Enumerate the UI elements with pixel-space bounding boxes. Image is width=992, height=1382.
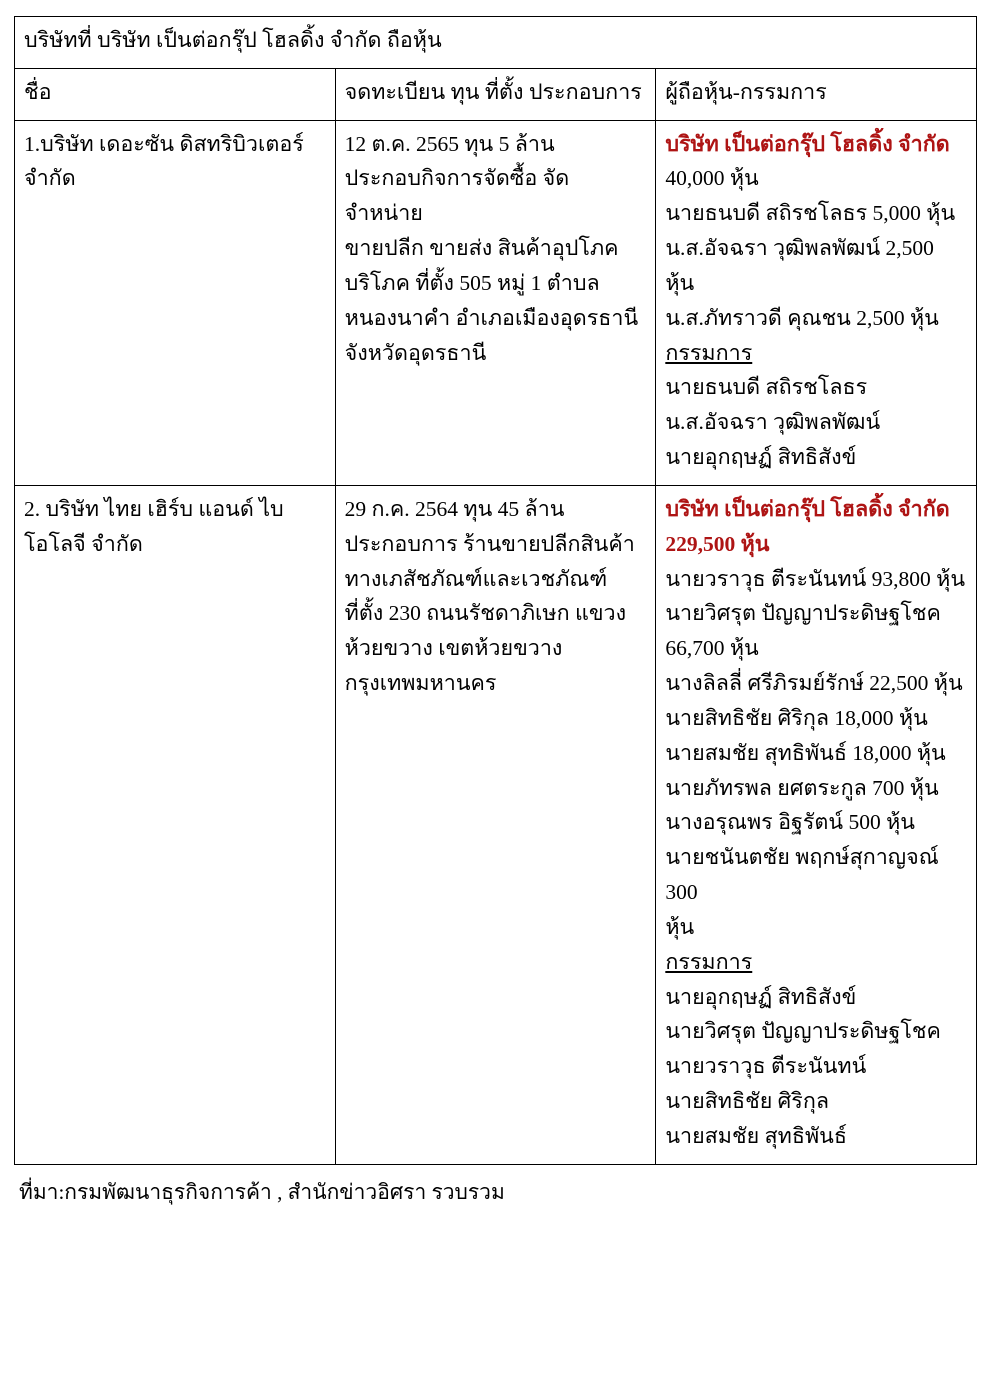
registration-line: ขายปลีก ขายส่ง สินค้าอุปโภค xyxy=(344,236,619,261)
director-entry: นายวิศรุต ปัญญาประดิษฐโชค xyxy=(665,1019,941,1044)
cell-holders xyxy=(656,485,977,1164)
shareholder-entry: นายวิศรุต ปัญญาประดิษฐโชค xyxy=(665,601,941,626)
column-header-registration: จดทะเบียน ทุน ที่ตั้ง ประกอบการ xyxy=(335,68,656,120)
company-name-line: จำกัด xyxy=(24,166,76,191)
director-entry: นายอุกฤษฏ์ สิทธิสังข์ xyxy=(665,984,857,1009)
company-name-line: 1.บริษัท เดอะซัน ดิสทริบิวเตอร์ xyxy=(24,131,304,156)
column-header-name: ชื่อ xyxy=(15,68,336,120)
shareholder-entry: นายวราวุธ ตีระนันทน์ 93,800 หุ้น xyxy=(665,566,966,591)
cell-registration xyxy=(335,120,656,485)
registration-line: ที่ตั้ง 230 ถนนรัชดาภิเษก แขวง xyxy=(344,601,627,626)
shareholder-entry: นายธนบดี สถิรชโลธร 5,000 หุ้น xyxy=(665,201,956,226)
cell-registration xyxy=(335,485,656,1164)
shareholder-entry: หุ้น xyxy=(665,914,695,939)
cell-company-name xyxy=(15,120,336,485)
shareholder-entry: น.ส.ภัทราวดี คุณชน 2,500 หุ้น xyxy=(665,305,939,330)
source-note: ที่มา:กรมพัฒนาธุรกิจการค้า , สำนักข่าวอิศรา รวบรวม xyxy=(19,1179,505,1204)
holder-company-name: บริษัท เป็นต่อกรุ๊ป โฮลดิ้ง จำกัด xyxy=(665,496,950,521)
registration-line: 29 ก.ค. 2564 ทุน 45 ล้าน xyxy=(344,496,565,521)
shareholder-entry: 66,700 หุ้น xyxy=(665,636,759,661)
table-row xyxy=(15,485,977,1164)
director-entry: นายสิทธิชัย ศิริกุล xyxy=(665,1089,830,1114)
registration-line: จังหวัดอุดรธานี xyxy=(344,340,487,365)
table-title-row xyxy=(15,17,977,69)
registration-line: ประกอบการ ร้านขายปลีกสินค้า xyxy=(344,531,635,556)
registration-line: กรุงเทพมหานคร xyxy=(344,671,497,696)
registration-line: บริโภค ที่ตั้ง 505 หมู่ 1 ตำบล xyxy=(344,270,600,295)
registration-line: ประกอบกิจการจัดซื้อ จัดจำหน่าย xyxy=(344,166,570,226)
directors-heading: กรรมการ xyxy=(665,949,753,974)
director-entry: น.ส.อัจฉรา วุฒิพลพัฒน์ xyxy=(665,410,881,435)
shareholder-entry: นายสมชัย สุทธิพันธ์ 18,000 หุ้น xyxy=(665,740,946,765)
shareholder-entry: นายชนันตชัย พฤกษ์สุกาญจณ์ 300 xyxy=(665,845,939,905)
company-shareholding-table xyxy=(14,16,977,1165)
shareholder-entry: นางลิลลี่ ศรีภิรมย์รักษ์ 22,500 หุ้น xyxy=(665,671,963,696)
director-entry: นายธนบดี สถิรชโลธร xyxy=(665,375,868,400)
registration-line: 12 ต.ค. 2565 ทุน 5 ล้าน xyxy=(344,131,555,156)
directors-heading: กรรมการ xyxy=(665,340,753,365)
holder-company-shares: 229,500 หุ้น xyxy=(665,531,770,556)
cell-holders xyxy=(656,120,977,485)
table-row xyxy=(15,120,977,485)
shareholder-entry: นางอรุณพร อิฐรัตน์ 500 หุ้น xyxy=(665,810,915,835)
registration-line: ทางเภสัชภัณฑ์และเวชภัณฑ์ xyxy=(344,566,608,591)
column-header-holders: ผู้ถือหุ้น-กรรมการ xyxy=(656,68,977,120)
holder-company-shares: 40,000 หุ้น xyxy=(665,166,759,191)
company-name-line: 2. บริษัท ไทย เฮิร์บ แอนด์ ไบ xyxy=(24,496,284,521)
registration-line: หนองนาคำ อำเภอเมืองอุดรธานี xyxy=(344,305,639,330)
company-name-line: โอโลจี จำกัด xyxy=(24,531,143,556)
shareholder-entry: น.ส.อัจฉรา วุฒิพลพัฒน์ 2,500 หุ้น xyxy=(665,236,934,295)
director-entry: นายสมชัย สุทธิพันธ์ xyxy=(665,1123,847,1148)
shareholder-entry: นายสิทธิชัย ศิริกุล 18,000 หุ้น xyxy=(665,705,928,730)
holder-company-name: บริษัท เป็นต่อกรุ๊ป โฮลดิ้ง จำกัด xyxy=(665,131,950,156)
registration-line: ห้วยขวาง เขตห้วยขวาง xyxy=(344,636,563,661)
shareholder-entry: นายภัทรพล ยศตระกูล 700 หุ้น xyxy=(665,775,939,800)
table-header-row xyxy=(15,68,977,120)
director-entry: นายอุกฤษฏ์ สิทธิสังข์ xyxy=(665,445,857,470)
director-entry: นายวราวุธ ตีระนันทน์ xyxy=(665,1054,867,1079)
table-title: บริษัทที่ บริษัท เป็นต่อกรุ๊ป โฮลดิ้ง จำกัด ถือหุ้น xyxy=(15,17,977,69)
cell-company-name xyxy=(15,485,336,1164)
